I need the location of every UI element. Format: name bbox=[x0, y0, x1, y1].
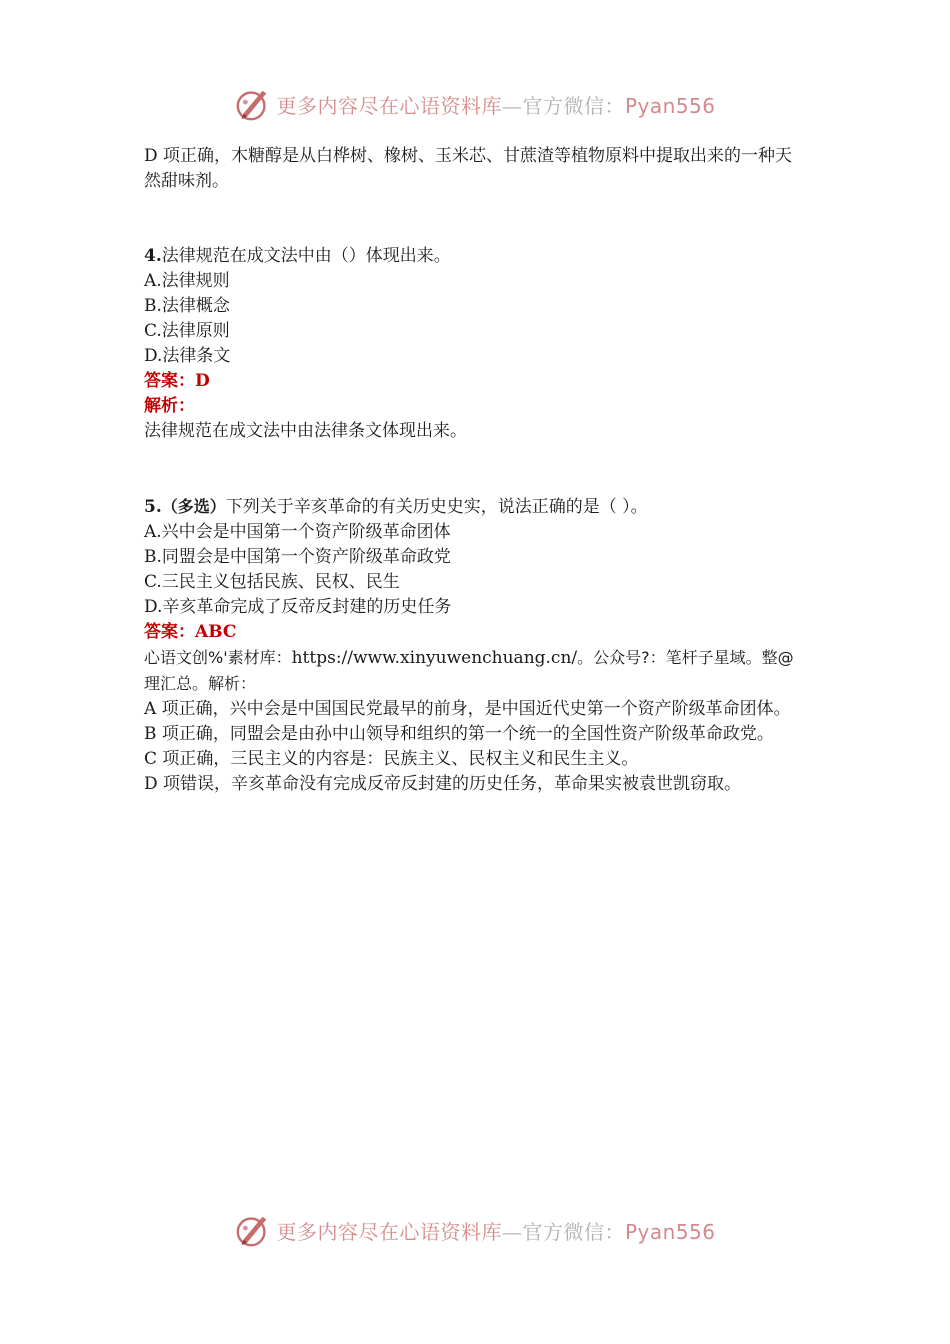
analysis-a: A 项正确，兴中会是中国国民党最早的前身，是中国近代史第一个资产阶级革命团体。 bbox=[144, 699, 791, 719]
question-4 bbox=[144, 244, 808, 444]
analysis-b: B 项正确，同盟会是由孙中山领导和组织的第一个统一的全国性资产阶级革命政党。 bbox=[144, 724, 774, 744]
analysis-d: D 项错误，辛亥革命没有完成反帝反封建的历史任务，革命果实被袁世凯窃取。 bbox=[144, 774, 742, 794]
analysis-c: C 项正确，三民主义的内容是：民族主义、民权主义和民生主义。 bbox=[144, 749, 639, 769]
question-5 bbox=[144, 494, 808, 797]
option-b: B.同盟会是中国第一个资产阶级革命政党 bbox=[144, 547, 451, 567]
pen-logo-icon bbox=[234, 85, 272, 123]
option-a: A.兴中会是中国第一个资产阶级革命团体 bbox=[144, 522, 451, 542]
pen-logo-icon bbox=[234, 1211, 272, 1249]
answer-label: 答案：D bbox=[144, 371, 210, 391]
watermark-url: https://www.xinyuwenchuang.cn/ bbox=[291, 648, 578, 668]
option-a: A.法律规则 bbox=[144, 271, 230, 291]
option-d: D.辛亥革命完成了反帝反封建的历史任务 bbox=[144, 597, 452, 617]
option-c: C.法律原则 bbox=[144, 321, 230, 341]
prev-analysis-d: D 项正确，木糖醇是从白桦树、橡树、玉米芯、甘蔗渣等植物原料中提取出来的一种天然甜味剂。 bbox=[144, 146, 793, 191]
document-body bbox=[144, 144, 808, 797]
footer-banner bbox=[0, 1210, 950, 1250]
option-d: D.法律条文 bbox=[144, 346, 231, 366]
option-b: B.法律概念 bbox=[144, 296, 230, 316]
option-c: C.三民主义包括民族、民权、民生 bbox=[144, 572, 400, 592]
question-stem: 5.（多选）下列关于辛亥革命的有关历史史实，说法正确的是（ ）。 bbox=[144, 497, 648, 517]
answer-label: 答案：ABC bbox=[144, 622, 237, 642]
banner-text: 更多内容尽在心语资料库—官方微信：Pyan556 bbox=[276, 1219, 716, 1244]
watermark-text: 心语文创%'素材库：https://www.xinyuwenchuang.cn/。公众号?：笔杆子星域。整@理汇总。解析： bbox=[144, 648, 794, 693]
header-banner bbox=[0, 84, 950, 124]
question-stem: 4.法律规范在成文法中由（）体现出来。 bbox=[144, 246, 451, 266]
analysis-label: 解析： bbox=[144, 396, 195, 416]
banner-text: 更多内容尽在心语资料库—官方微信：Pyan556 bbox=[276, 93, 716, 118]
analysis-text: 法律规范在成文法中由法律条文体现出来。 bbox=[144, 421, 467, 441]
